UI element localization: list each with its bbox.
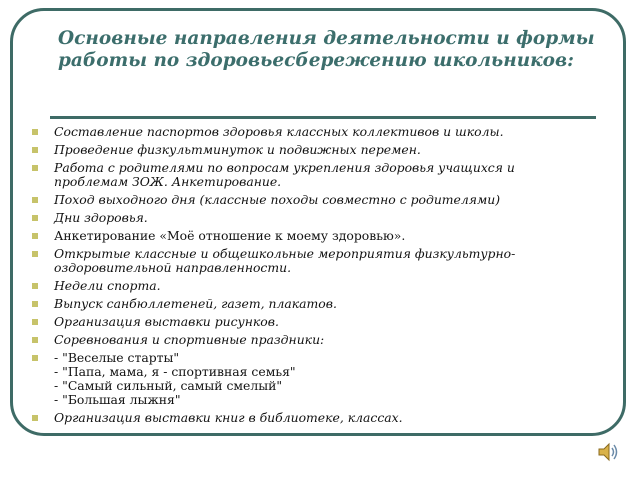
bullet-icon bbox=[32, 215, 38, 221]
list-item-text: Недели спорта. bbox=[54, 278, 161, 293]
slide-title: Основные направления деятельности и формы работы по здоровьесбережению школьников: bbox=[58, 28, 595, 71]
list-item-text: Составление паспортов здоровья классных коллективов и школы. bbox=[54, 124, 504, 139]
list-item bbox=[32, 125, 592, 139]
title-divider bbox=[50, 116, 596, 119]
list-item-text: Работа с родителями по вопросам укрепления здоровья учащихся и проблемам ЗОЖ. Анкетирование. bbox=[54, 160, 515, 189]
list-item bbox=[32, 193, 592, 207]
bullet-icon bbox=[32, 147, 38, 153]
list-item-text: - "Веселые старты" - "Папа, мама, я - спортивная семья" - "Самый сильный, самый смелый" - "Большая лыжня" bbox=[54, 350, 296, 407]
list-item bbox=[32, 297, 592, 311]
bullet-icon bbox=[32, 355, 38, 361]
list-item bbox=[32, 279, 592, 293]
list-item bbox=[32, 143, 592, 157]
list-item-text: Проведение физкультминуток и подвижных перемен. bbox=[54, 142, 421, 157]
list-item bbox=[32, 247, 592, 275]
list-item-text: Организация выставки рисунков. bbox=[54, 314, 279, 329]
list-item bbox=[32, 229, 592, 243]
list-item-text: Выпуск санбюллетеней, газет, плакатов. bbox=[54, 296, 337, 311]
bullet-icon bbox=[32, 337, 38, 343]
list-item bbox=[32, 411, 592, 425]
bullet-icon bbox=[32, 233, 38, 239]
list-item-text: Организация выставки книг в библиотеке, классах. bbox=[54, 410, 403, 425]
bullet-list bbox=[32, 125, 592, 429]
list-item-text: Соревнования и спортивные праздники: bbox=[54, 332, 325, 347]
list-item-text: Дни здоровья. bbox=[54, 210, 148, 225]
bullet-icon bbox=[32, 283, 38, 289]
bullet-icon bbox=[32, 197, 38, 203]
bullet-icon bbox=[32, 129, 38, 135]
list-item bbox=[32, 351, 592, 407]
bullet-icon bbox=[32, 319, 38, 325]
bullet-icon bbox=[32, 165, 38, 171]
list-item-text: Анкетирование «Моё отношение к моему здоровью». bbox=[54, 228, 406, 243]
bullet-icon bbox=[32, 301, 38, 307]
bullet-icon bbox=[32, 415, 38, 421]
list-item-text: Поход выходного дня (классные походы совместно с родителями) bbox=[54, 192, 501, 207]
list-item bbox=[32, 161, 592, 189]
list-item bbox=[32, 315, 592, 329]
speaker-icon[interactable] bbox=[597, 441, 619, 463]
list-item bbox=[32, 333, 592, 347]
list-item-text: Открытые классные и общешкольные мероприятия физкультурно-оздоровительной направленности. bbox=[54, 246, 516, 275]
list-item bbox=[32, 211, 592, 225]
bullet-icon bbox=[32, 251, 38, 257]
